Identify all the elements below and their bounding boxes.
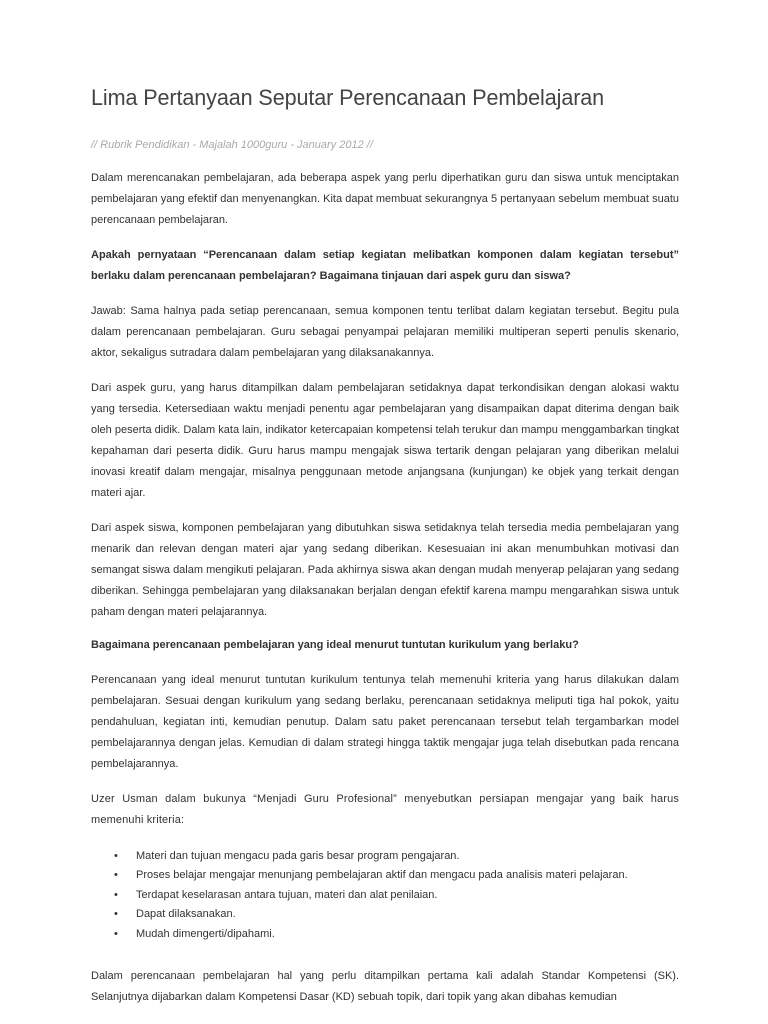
bullet-icon: •: [114, 908, 118, 920]
bullet-icon: •: [114, 869, 118, 881]
bullet-icon: •: [114, 927, 118, 940]
intro-paragraph: Dalam merencanakan pembelajaran, ada beberapa aspek yang perlu diperhatikan guru dan siswa untuk menciptakan pembelajaran yang efektif dan menyenangkan. Kita dapat membuat sekurangnya 5 pertanyaan sebelum membuat suatu perencanaan pembelajaran.: [91, 171, 679, 226]
article-title: Lima Pertanyaan Seputar Perencanaan Pembelajaran: [91, 85, 605, 110]
answer-1-paragraph: Jawab: Sama halnya pada setiap perencanaan, semua komponen tentu terlibat dalam kegiatan tersebut. Begitu pula dalam perencanaan pembelajaran. Guru sebagai penyampai pelajaran memiliki multiperan seperti penulis skenario, aktor, sekaligus sutradara dalam pembelajaran yang dilaksanakannya.: [91, 304, 679, 359]
question-1: Apakah pernyataan “Perencanaan dalam setiap kegiatan melibatkan komponen dalam kegiatan tersebut” berlaku dalam perencanaan pembelajaran? Bagaimana tinjauan dari aspek guru dan siswa?: [91, 248, 679, 282]
list-item: • Terdapat keselarasan antara tujuan, materi dan alat penilaian.: [91, 886, 679, 906]
closing-paragraph: Dalam perencanaan pembelajaran hal yang perlu ditampilkan pertama kali adalah Standar Kompetensi (SK). Selanjutnya dijabarkan dalam Kompetensi Dasar (KD) sebuah topik, dari topik yang akan dibahas kemudian: [91, 970, 679, 1003]
question-2: Bagaimana perencanaan pembelajaran yang ideal menurut tuntutan kurikulum yang berlaku?: [91, 638, 579, 651]
document-page: [91, 84, 679, 1008]
bullet-icon: •: [114, 849, 118, 862]
criteria-list: [91, 847, 679, 945]
list-item: • Mudah dimengerti/dipahami.: [91, 925, 679, 945]
list-item: • Proses belajar mengajar menunjang pembelajaran aktif dan mengacu pada analisis materi pelajaran.: [91, 866, 679, 886]
article-meta: // Rubrik Pendidikan - Majalah 1000guru - January 2012 //: [91, 138, 373, 151]
list-item: • Dapat dilaksanakan.: [91, 905, 679, 925]
student-aspect-paragraph: Dari aspek siswa, komponen pembelajaran yang dibutuhkan siswa setidaknya telah tersedia media pembelajaran yang menarik dan relevan dengan materi ajar yang sedang diberikan. Kesesuaian ini akan menumbuhkan motivasi dan semangat siswa dalam mengikuti pelajaran. Pada akhirnya siswa akan dengan mudah menyerap pelajaran yang sedang diberikan. Sehingga pembelajaran yang dilaksanakan berjalan dengan efektif karena mampu mengarahkan siswa untuk paham dengan materi pelajarannya.: [91, 521, 679, 618]
bullet-icon: •: [114, 888, 118, 901]
teacher-aspect-paragraph: Dari aspek guru, yang harus ditampilkan dalam pembelajaran setidaknya dapat terkondisikan dengan alokasi waktu yang tersedia. Ketersediaan waktu menjadi penentu agar pembelajaran yang disampaikan dapat diterima dengan baik oleh peserta didik. Dalam kata lain, indikator ketercapaian kompetensi telah terukur dan mampu menggambarkan tingkat kepahaman dari peserta didik. Guru harus mampu mengajak siswa tertarik dengan pelajaran yang diberikan melalui inovasi kreatif dalam mengajar, misalnya penggunaan metode anjangsana (kunjungan) ke objek yang terkait dengan materi ajar.: [91, 381, 679, 499]
uzer-usman-paragraph: Uzer Usman dalam bukunya “Menjadi Guru Profesional” menyebutkan persiapan mengajar yang baik harus memenuhi kriteria:: [91, 792, 679, 826]
answer-2-paragraph: Perencanaan yang ideal menurut tuntutan kurikulum tentunya telah memenuhi kriteria yang harus dilakukan dalam pembelajaran. Sesuai dengan kurikulum yang sedang berlaku, perencanaan setidaknya meliputi tiga hal pokok, yaitu pendahuluan, kegiatan inti, kemudian penutup. Dalam satu paket perencanaan tersebut telah tergambarkan model pembelajarannya dengan jelas. Kemudian di dalam strategi hingga taktik mengajar juga telah disebutkan pada rencana pembelajarannya.: [91, 673, 679, 770]
list-item: • Materi dan tujuan mengacu pada garis besar program pengajaran.: [91, 847, 679, 867]
